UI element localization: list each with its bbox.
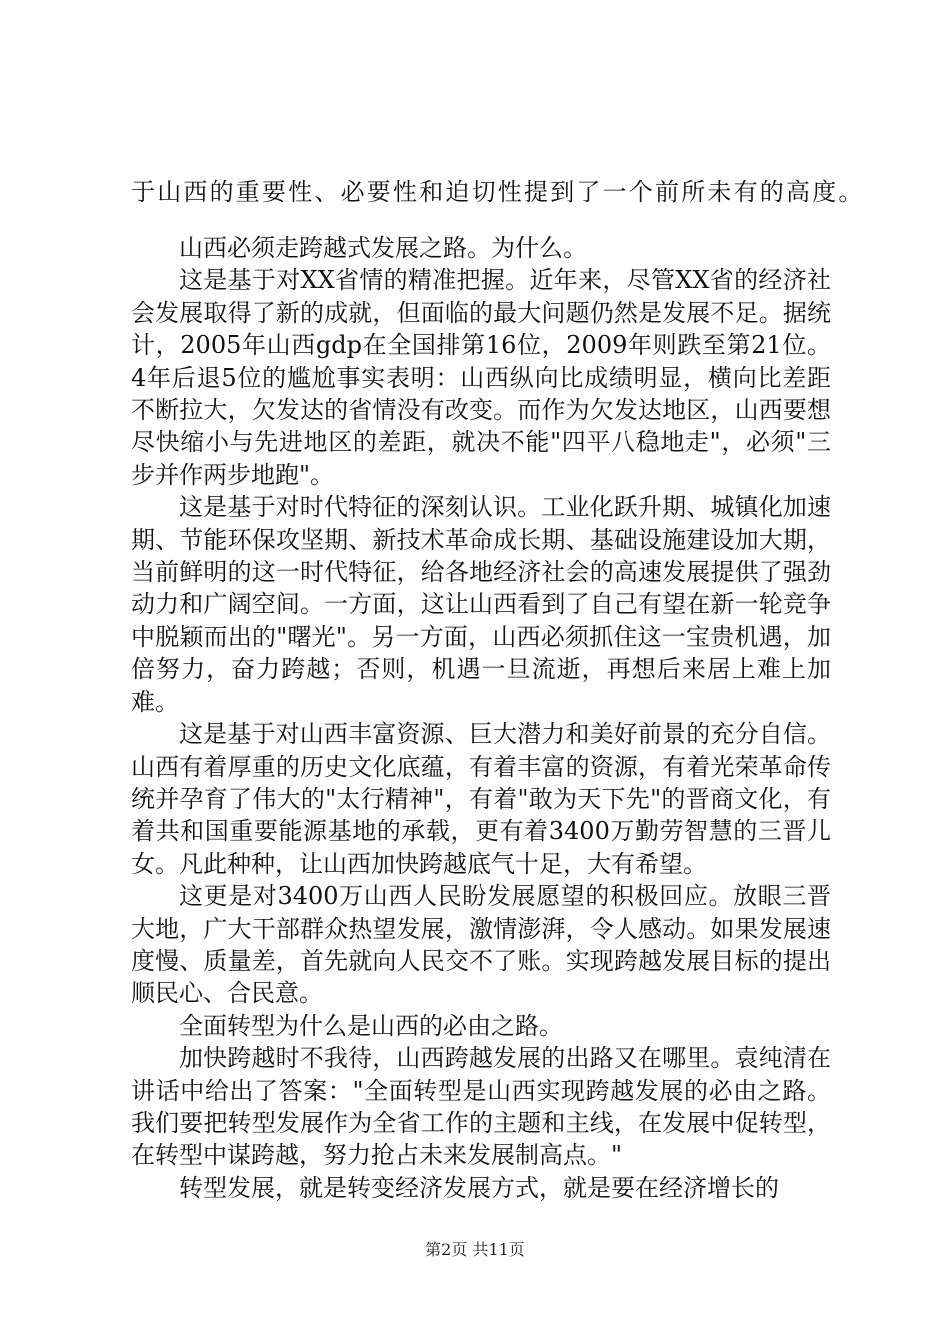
paragraph-era-features: 这是基于对时代特征的深刻认识。工业化跃升期、城镇化加速期、节能环保攻坚期、新技术革命成长期、基础设施建设加大期，当前鲜明的这一时代特征，给各地经济社会的高速发展提供了强劲动力和广阔空间。一方面，这让山西看到了自己有望在新一轮竞争中脱颖而出的"曙光"。另一方面，山西必须抓住这一宝贵机遇，加倍努力，奋力跨越；否则，机遇一旦流逝，再想后来居上难上加难。 — [131, 493, 831, 716]
paragraph-speech-answer: 加快跨越时不我待，山西跨越发展的出路又在哪里。袁纯清在讲话中给出了答案："全面转型是山西实现跨越发展的必由之路。我们要把转型发展作为全省工作的主题和主线，在发展中促转型，在转型中谋跨越，努力抢占未来发展制高点。" — [131, 1044, 831, 1170]
page-number-footer: 第2页 共11页 — [425, 1240, 525, 1259]
continuation-line: 于山西的重要性、必要性和迫切性提到了一个前所未有的高度。 — [131, 178, 865, 206]
paragraph-question-heading: 山西必须走跨越式发展之路。为什么。 — [179, 234, 587, 262]
paragraph-province-conditions: 这是基于对XX省情的精准把握。近年来，尽管XX省的经济社会发展取得了新的成就，但面临的最大问题仍然是发展不足。据统计，2005年山西gdp在全国排第16位，2009年则跌至第21位。4年后退5位的尴尬事实表明：山西纵向比成绩明显，横向比差距不断拉大，欠发达的省情没有改变。而作为欠发达地区，山西要想尽快缩小与先进地区的差距，就决不能"四平八稳地走"，必须"三步并作两步地跑"。 — [131, 266, 831, 489]
paragraph-transformation-heading: 全面转型为什么是山西的必由之路。 — [179, 1011, 563, 1040]
body-text — [131, 232, 831, 1204]
paragraph-resources-confidence: 这是基于对山西丰富资源、巨大潜力和美好前景的充分自信。山西有着厚重的历史文化底蕴，有着丰富的资源，有着光荣革命传统并孕育了伟大的"太行精神"，有着"敢为天下先"的晋商文化，有着共和国重要能源基地的承载，更有着3400万勤劳智慧的三晋儿女。凡此种种，让山西加快跨越底气十足，大有希望。 — [131, 720, 831, 878]
paragraph-transformation-definition: 转型发展，就是转变经济发展方式，就是要在经济增长的 — [179, 1173, 779, 1202]
paragraph-people-aspiration: 这更是对3400万山西人民盼发展愿望的积极回应。放眼三晋大地，广大干部群众热望发展，激情澎湃，令人感动。如果发展速度慢、质量差，首先就向人民交不了账。实现跨越发展目标的提出顺民心、合民意。 — [131, 882, 831, 1008]
